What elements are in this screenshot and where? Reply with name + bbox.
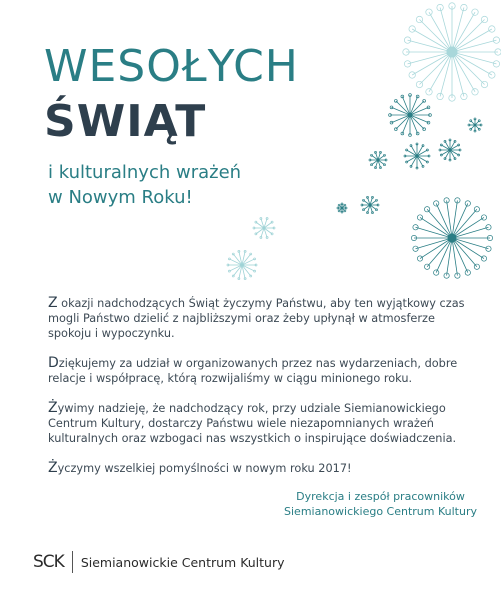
snowflake-decoration [220, 0, 501, 290]
footer [33, 550, 285, 574]
organization-name: Siemianowickie Centrum Kultury [80, 554, 285, 570]
paragraph-2 [48, 356, 468, 386]
paragraph-text: yczymy wszelkiej pomyślności w nowym roku 2017! [57, 462, 352, 475]
subtitle-line-1: i kulturalnych wrażeń [48, 162, 242, 183]
snowflake-icon [361, 196, 379, 213]
snowflake-icon [389, 94, 432, 137]
snowflake-icon [403, 3, 501, 101]
signature-line-1: Dyrekcja i zespół pracowników [296, 490, 465, 503]
initial-letter: D [48, 355, 59, 371]
signature-line-2: Siemianowickiego Centrum Kultury [284, 505, 477, 518]
initial-letter: Ż [48, 400, 58, 416]
snowflake-icon [439, 139, 461, 161]
snowflake-icon [337, 203, 347, 213]
snowflake-icon [404, 143, 430, 169]
signature [284, 489, 477, 519]
initial-letter: Z [48, 295, 58, 311]
paragraph-1 [48, 296, 468, 341]
subtitle-line-2: w Nowym Roku! [48, 187, 193, 208]
sck-logo: SCK [33, 551, 73, 573]
paragraph-4 [48, 461, 468, 476]
title-swiat: ŚWIĄT [44, 96, 207, 147]
snowflake-icon [468, 118, 482, 132]
initial-letter: Ż [48, 460, 58, 476]
paragraph-text: ziękujemy za udział w organizowanych przez nas wydarzeniach, dobre relacje i współpracę, którą rozwijaliśmy w ciągu minionego roku. [48, 357, 458, 385]
subtitle [48, 160, 241, 210]
letter-body [48, 296, 468, 491]
title-wesolych: WESOŁYCH [44, 41, 299, 92]
snowflake-icon [253, 217, 275, 238]
paragraph-text: okazji nadchodzących Świąt życzymy Państwu, aby ten wyjątkowy czas mogli Państwo dzielić z najbliższymi oraz żeby upłynął w atmosferze spokoju i wypoczynku. [48, 297, 465, 340]
paragraph-3 [48, 401, 468, 446]
snowflake-icon [411, 198, 492, 279]
paragraph-text: ywimy nadzieję, że nadchodzący rok, przy udziale Siemianowickiego Centrum Kultury, dostarczy Państwu wiele niezapomnianych wrażeń kulturalnych oraz wzbogaci nas wszystkich o inspirujące doświadczenia. [48, 402, 457, 445]
snowflake-icon [227, 250, 257, 279]
snowflake-icon [369, 151, 387, 168]
